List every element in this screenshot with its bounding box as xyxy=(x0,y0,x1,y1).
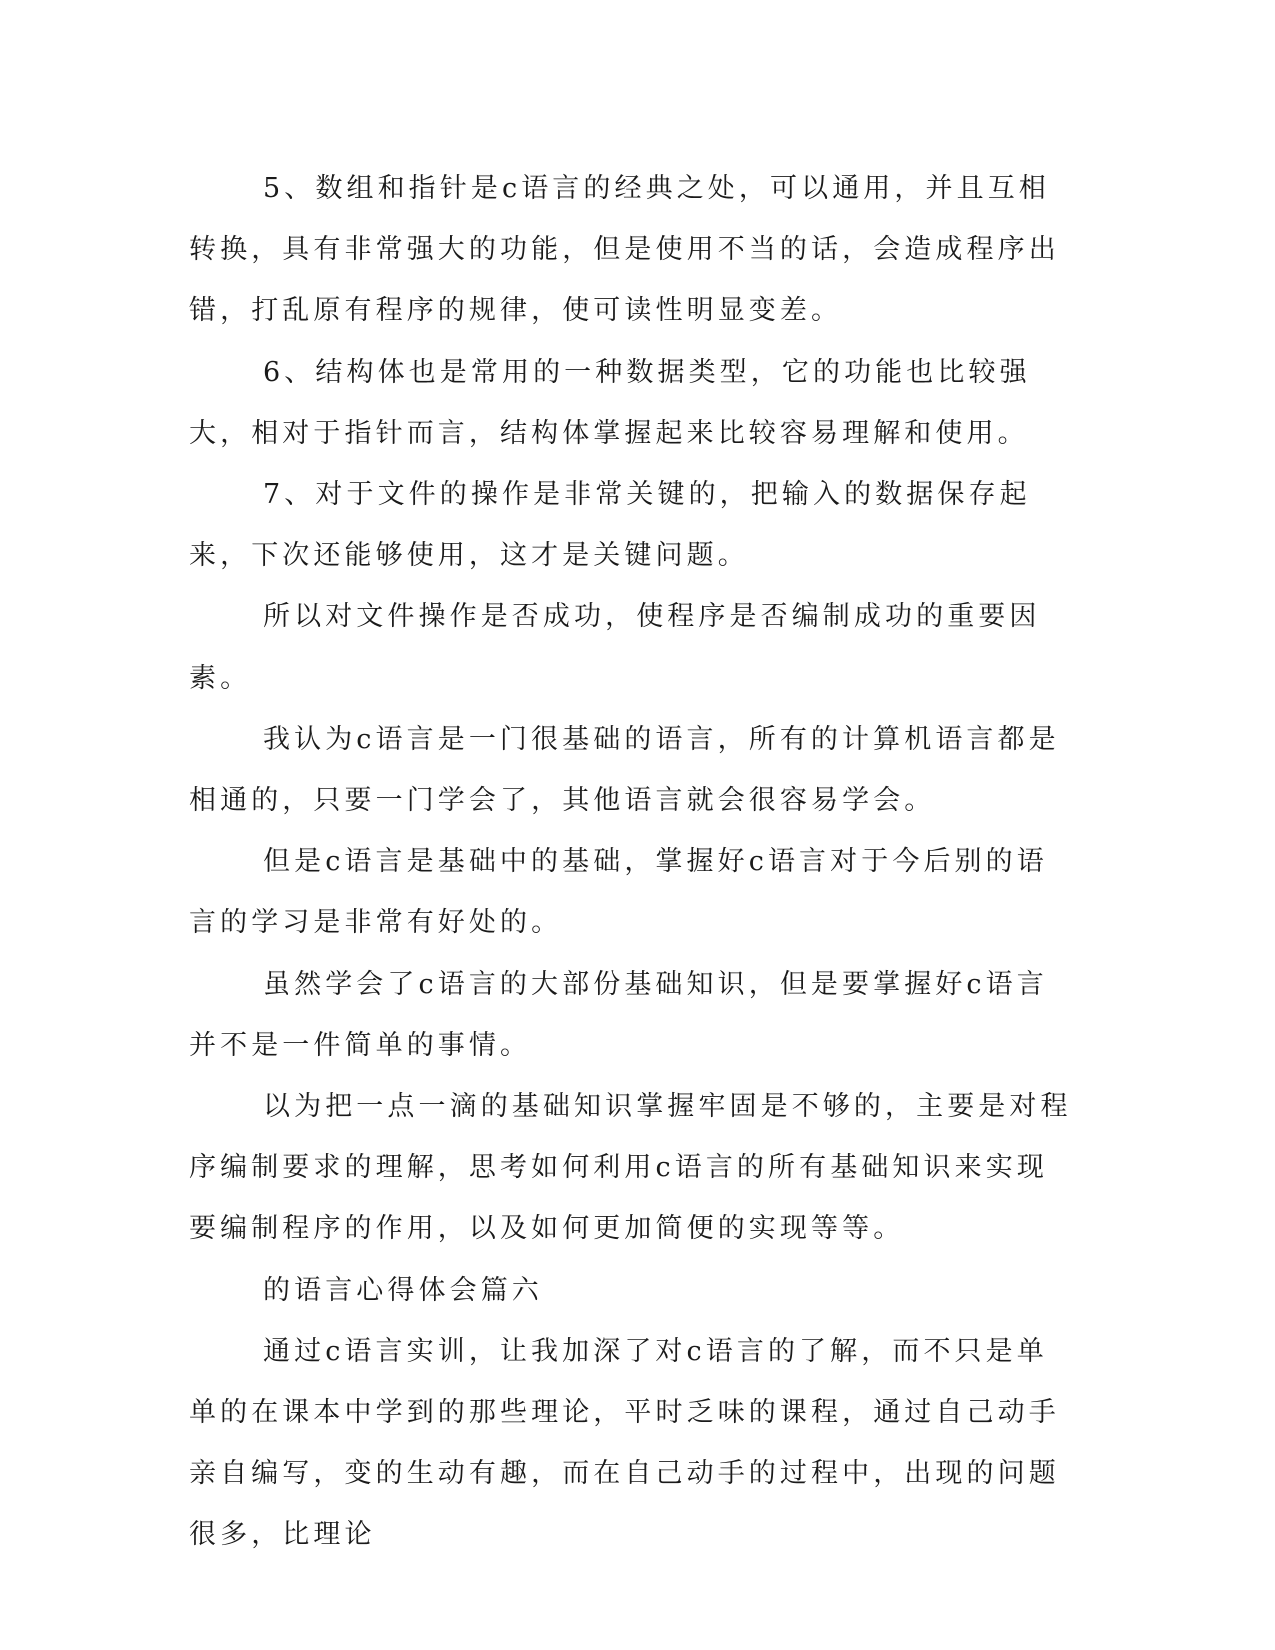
document-body xyxy=(189,158,1074,1566)
paragraph-foundation: 但是c语言是基础中的基础，掌握好c语言对于今后别的语言的学习是非常有好处的。 xyxy=(189,846,1048,939)
paragraph-understanding: 以为把一点一滴的基础知识掌握牢固是不够的，主要是对程序编制要求的理解，思考如何利用c语言的所有基础知识来实现要编制程序的作用，以及如何更加简便的实现等等。 xyxy=(189,1091,1072,1245)
paragraph-structs: 6、结构体也是常用的一种数据类型，它的功能也比较强大，相对于指针而言，结构体掌握起来比较容易理解和使用。 xyxy=(189,356,1031,449)
paragraph-not-simple: 虽然学会了c语言的大部份基础知识，但是要掌握好c语言并不是一件简单的事情。 xyxy=(189,968,1048,1061)
paragraph-arrays-pointers: 5、数组和指针是c语言的经典之处，可以通用，并且互相转换，具有非常强大的功能，但是使用不当的话，会造成程序出错，打乱原有程序的规律，使可读性明显变差。 xyxy=(189,173,1060,327)
paragraph-training: 通过c语言实训，让我加深了对c语言的了解，而不只是单单的在课本中学到的那些理论，平时乏味的课程，通过自己动手亲自编写，变的生动有趣，而在自己动手的过程中，出现的问题很多，比理论 xyxy=(189,1335,1060,1551)
section-heading: 的语言心得体会篇六 xyxy=(263,1274,543,1306)
paragraph-c-basic-language: 我认为c语言是一门很基础的语言，所有的计算机语言都是相通的，只要一门学会了，其他语言就会很容易学会。 xyxy=(189,723,1060,817)
paragraph-file-operations: 7、对于文件的操作是非常关键的，把输入的数据保存起来，下次还能够使用，这才是关键问题。 xyxy=(189,479,1031,572)
paragraph-file-success: 所以对文件操作是否成功，使程序是否编制成功的重要因素。 xyxy=(189,601,1041,694)
